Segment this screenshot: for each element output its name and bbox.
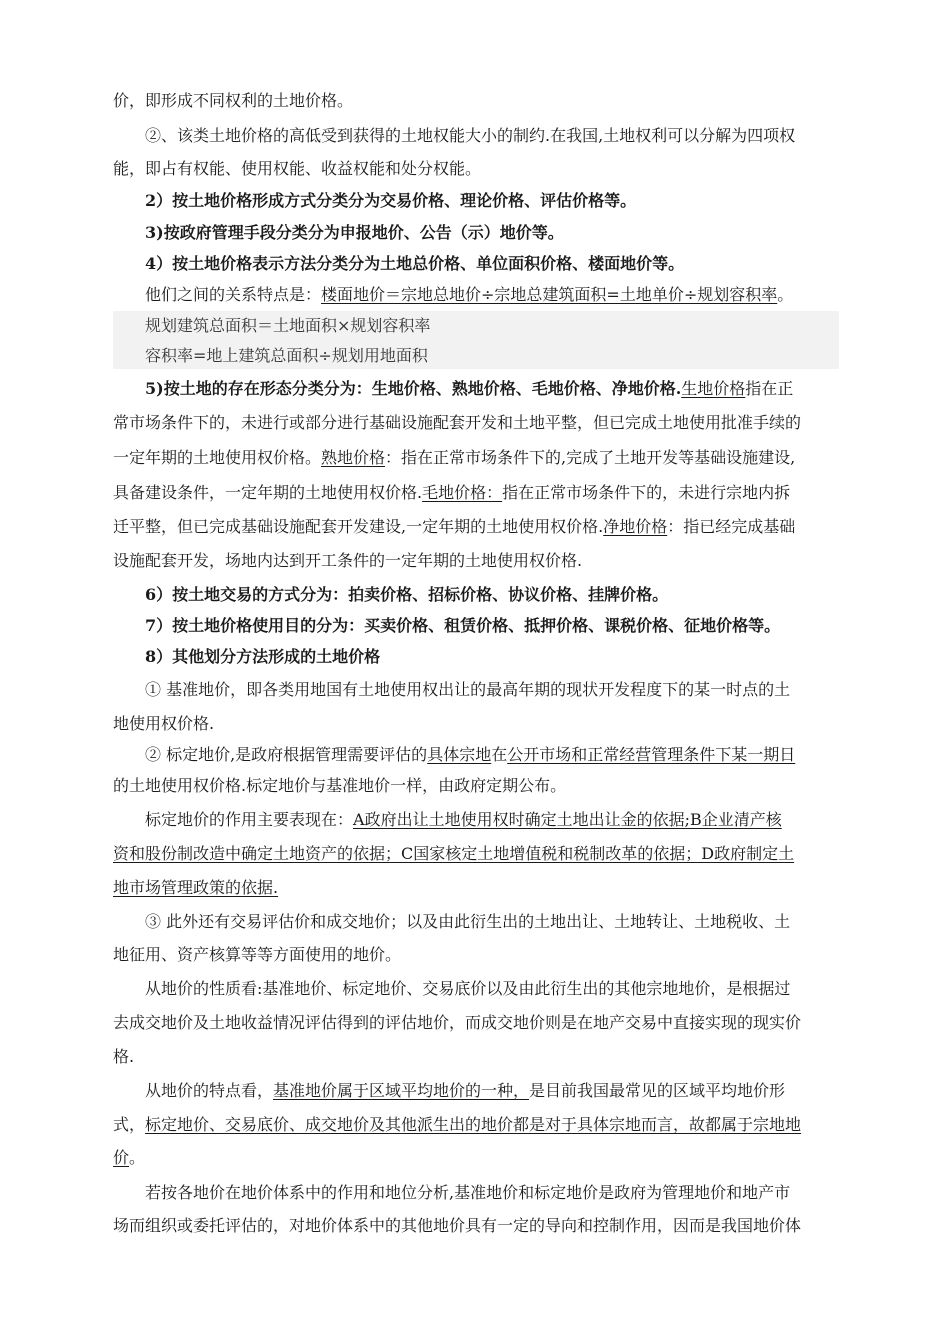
term-underlined: 生地价格 — [681, 379, 746, 398]
formula-line: 容积率=地上建筑总面积÷规划用地面积 — [145, 346, 428, 365]
paragraph-line — [145, 378, 839, 402]
paragraph-line — [145, 284, 839, 308]
text-run: ：指在正常市场条件下的,完成了土地开发等基础设施建设, — [385, 448, 796, 467]
paragraph-line: 去成交地价及土地收益情况评估得到的评估地价，而成交地价则是在地产交易中直接实现的现实价 — [113, 1013, 802, 1032]
paragraph-line — [145, 1080, 839, 1104]
section-heading: 6）按土地交易的方式分为：拍卖价格、招标价格、协议价格、挂牌价格。 — [145, 585, 669, 604]
text-run: 具备建设条件，一定年期的土地使用权价格. — [113, 483, 423, 502]
paragraph-line — [113, 1114, 839, 1138]
paragraph-line: 常市场条件下的，未进行或部分进行基础设施配套开发和土地平整，但已完成土地使用批准手续的 — [113, 413, 802, 432]
text-run: ② 标定地价,是政府根据管理需要评估的 — [145, 745, 428, 764]
text-run: 标定地价的作用主要表现在： — [145, 810, 354, 829]
paragraph-line — [145, 809, 839, 833]
paragraph-line: ②、该类土地价格的高低受到获得的土地权能大小的制约.在我国,土地权利可以分解为四项权 — [145, 126, 796, 145]
paragraph-line — [113, 1147, 839, 1171]
term-underlined: 净地价格 — [603, 517, 668, 536]
term-underlined: 熟地价格 — [321, 448, 386, 467]
paragraph-line — [113, 447, 839, 471]
paragraph-line: 地使用权价格. — [113, 714, 215, 733]
text-run: 从地价的特点看， — [145, 1081, 274, 1100]
formula-underlined: 楼面地价＝宗地总地价÷宗地总建筑面积=土地单价÷规划容积率 — [321, 285, 778, 304]
phrase-underlined: 公开市场和正常经营管理条件下某一期日 — [507, 745, 796, 764]
paragraph-line: 格. — [113, 1047, 135, 1066]
paragraph-line-underlined: 资和股份制改造中确定土地资产的依据；C国家核定土地增值税和税制改革的依据；D政府制定土 — [113, 844, 795, 863]
term-underlined: 具体宗地 — [427, 745, 492, 764]
text-run: 他们之间的关系特点是： — [145, 285, 322, 304]
section-heading: 4）按土地价格表示方法分类分为土地总价格、单位面积价格、楼面地价等。 — [145, 254, 685, 273]
paragraph-line: 场而组织或委托评估的，对地价体系中的其他地价具有一定的导向和控制作用，因而是我国地价体 — [113, 1216, 802, 1235]
paragraph-line — [113, 482, 839, 506]
paragraph-line: 价，即形成不同权利的土地价格。 — [113, 91, 354, 110]
paragraph-line: 地征用、资产核算等等方面使用的地价。 — [113, 945, 402, 964]
section-heading: 2）按土地价格形成方式分类分为交易价格、理论价格、评估价格等。 — [145, 191, 637, 210]
text-run: 迁平整，但已完成基础设施配套开发建设,一定年期的土地使用权价格. — [113, 517, 604, 536]
paragraph-line: ① 基准地价，即各类用地国有土地使用权出让的最高年期的现状开发程度下的某一时点的土 — [145, 680, 791, 699]
section-heading: 3)按政府管理手段分类分为申报地价、公告（示）地价等。 — [145, 223, 564, 242]
text-run: ：指已经完成基础 — [667, 517, 796, 536]
paragraph-line: 能，即占有权能、使用权能、收益权能和处分权能。 — [113, 159, 482, 178]
text-run: 一定年期的土地使用权价格。 — [113, 448, 322, 467]
paragraph-line: 从地价的性质看:基准地价、标定地价、交易底价以及由此衍生出的其他宗地地价，是根据过 — [145, 979, 791, 998]
paragraph-line: ③ 此外还有交易评估价和成交地价；以及由此衍生出的土地出让、土地转让、土地税收、土 — [145, 912, 791, 931]
text-run: 是目前我国最常见的区域平均地价形 — [529, 1081, 786, 1100]
phrase-underlined: A政府出让土地使用权时确定土地出让金的依据;B企业清产核 — [353, 810, 782, 829]
formula-line: 规划建筑总面积＝土地面积×规划容积率 — [145, 316, 431, 335]
section-heading: 5)按土地的存在形态分类分为：生地价格、熟地价格、毛地价格、净地价格. — [145, 379, 682, 398]
section-heading: 7）按土地价格使用目的分为：买卖价格、租赁价格、抵押价格、课税价格、征地价格等。 — [145, 616, 781, 635]
text-run: 指在正 — [745, 379, 794, 398]
paragraph-line: 若按各地价在地价体系中的作用和地位分析,基准地价和标定地价是政府为管理地价和地产市 — [145, 1183, 791, 1202]
term-underlined: 毛地价格： — [422, 483, 503, 502]
text-run: 指在正常市场条件下的，未进行宗地内拆 — [502, 483, 791, 502]
paragraph-line-underlined: 地市场管理政策的依据. — [113, 878, 279, 897]
text-run: 。 — [129, 1148, 146, 1167]
paragraph-line — [113, 516, 839, 540]
paragraph-line — [145, 744, 839, 768]
text-run: 式， — [113, 1115, 146, 1134]
phrase-underlined: 价 — [113, 1148, 130, 1167]
paragraph-line: 设施配套开发，场地内达到开工条件的一定年期的土地使用权价格. — [113, 551, 583, 570]
paragraph-line: 的土地使用权价格.标定地价与基准地价一样，由政府定期公布。 — [113, 776, 567, 795]
phrase-underlined: 标定地价、交易底价、成交地价及其他派生出的地价都是对于具体宗地而言，故都属于宗地地 — [145, 1115, 802, 1134]
text-run: 在 — [491, 745, 508, 764]
section-heading: 8）其他划分方法形成的土地价格 — [145, 647, 381, 666]
phrase-underlined: 基准地价属于区域平均地价的一种， — [273, 1081, 530, 1100]
text-run: 。 — [777, 285, 794, 304]
